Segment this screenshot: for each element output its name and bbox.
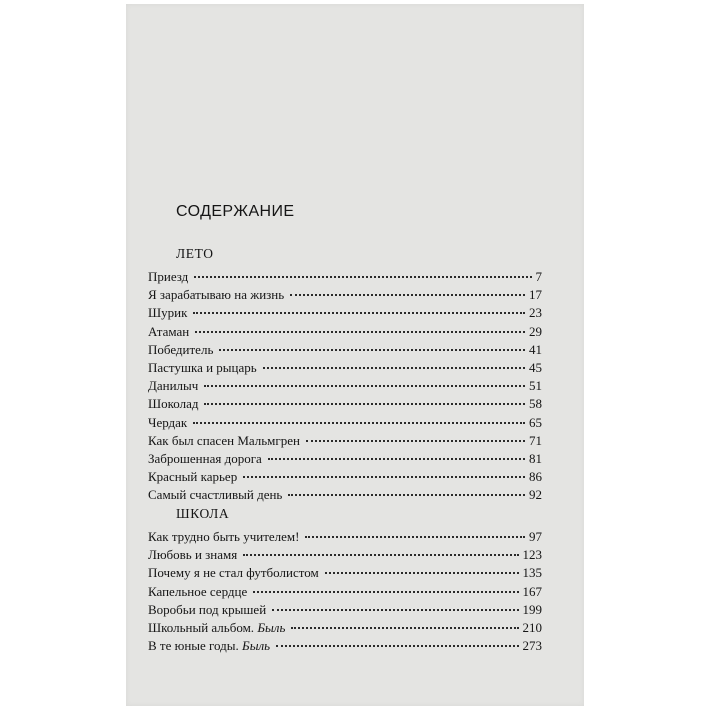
entry-subtitle: Быль [257, 619, 286, 635]
page-number: 45 [529, 359, 542, 375]
toc-entry [148, 583, 542, 601]
entry-title: Приезд [148, 269, 189, 284]
page-number: 51 [529, 378, 542, 394]
toc-entry [148, 323, 542, 341]
page-number: 86 [529, 469, 542, 485]
dot-leader [204, 385, 525, 387]
dot-leader [272, 609, 518, 611]
dot-leader [204, 403, 525, 405]
page-number: 167 [522, 583, 542, 599]
entry-title: Чердак [148, 414, 188, 430]
section-title-summer: ЛЕТО [176, 246, 214, 261]
dot-leader [195, 331, 525, 333]
toc-list-school [148, 528, 542, 655]
dot-leader [306, 440, 525, 442]
dot-leader [291, 627, 518, 629]
toc-entry [148, 268, 542, 286]
dot-leader [276, 645, 518, 647]
toc-entry [148, 619, 542, 637]
section-title-school: ШКОЛА [176, 506, 230, 521]
page-number: 71 [529, 432, 542, 448]
dot-leader [253, 591, 518, 593]
entry-title: Любовь и знамя [148, 547, 238, 563]
entry-title: Шурик [148, 305, 188, 321]
toc-entry [148, 304, 542, 322]
entry-title: Пастушка и рыцарь [148, 359, 257, 375]
dot-leader [290, 294, 525, 296]
toc-entry [148, 468, 542, 486]
entry-title: Воробьи под крышей [148, 601, 267, 617]
entry-title: В те юные годы. Быль [148, 638, 271, 654]
toc-entry [148, 486, 542, 504]
dot-leader [193, 422, 525, 424]
entry-title: Атаман [148, 323, 190, 339]
page-number: 92 [529, 487, 542, 503]
dot-leader [263, 367, 525, 369]
dot-leader [325, 572, 519, 574]
entry-title: Победитель [148, 341, 214, 357]
page-number: 41 [529, 341, 542, 357]
page-number: 123 [522, 547, 542, 563]
toc-entry [148, 637, 542, 655]
page-number: 23 [529, 305, 542, 321]
page-number: 97 [529, 529, 542, 544]
entry-title: Я зарабатываю на жизнь [148, 287, 285, 303]
dot-leader [243, 554, 518, 556]
toc-entry [148, 395, 542, 413]
contents-title: СОДЕРЖАНИЕ [176, 203, 295, 220]
page-number: 29 [529, 323, 542, 339]
entry-title: Капельное сердце [148, 583, 248, 599]
toc-entry [148, 432, 542, 450]
dot-leader [305, 536, 525, 538]
entry-title: Заброшенная дорога [148, 450, 262, 466]
entry-title: Самый счастливый день [148, 487, 283, 503]
toc-entry [148, 377, 542, 395]
toc-entry [148, 601, 542, 619]
entry-title: Красный карьер [148, 469, 238, 485]
toc-entry [148, 528, 542, 546]
dot-leader [219, 349, 525, 351]
page-number: 210 [522, 619, 542, 635]
toc-list-summer [148, 268, 542, 504]
toc-entry [148, 564, 542, 582]
toc-entry [148, 359, 542, 377]
dot-leader [194, 276, 531, 278]
toc-entry [148, 450, 542, 468]
entry-subtitle: Быль [242, 638, 271, 654]
entry-title: Шоколад [148, 396, 199, 412]
page-number: 7 [535, 269, 542, 284]
page-number: 58 [529, 396, 542, 412]
page-number: 65 [529, 414, 542, 430]
entry-title: Почему я не стал футболистом [148, 565, 319, 581]
entry-title: Данилыч [148, 378, 199, 394]
entry-title: Школьный альбом. Быль [148, 619, 286, 635]
dot-leader [243, 476, 525, 478]
dot-leader [288, 494, 525, 496]
toc-entry [148, 414, 542, 432]
toc-entry [148, 546, 542, 564]
page-number: 17 [529, 287, 542, 303]
dot-leader [193, 312, 525, 314]
page-number: 81 [529, 450, 542, 466]
dot-leader [268, 458, 525, 460]
toc-entry [148, 286, 542, 304]
entry-title: Как был спасен Мальмгрен [148, 432, 300, 448]
toc-entry [148, 341, 542, 359]
page-number: 135 [522, 565, 542, 581]
page-number: 199 [522, 601, 542, 617]
entry-title: Как трудно быть учителем! [148, 529, 300, 544]
page-number: 273 [522, 638, 542, 654]
